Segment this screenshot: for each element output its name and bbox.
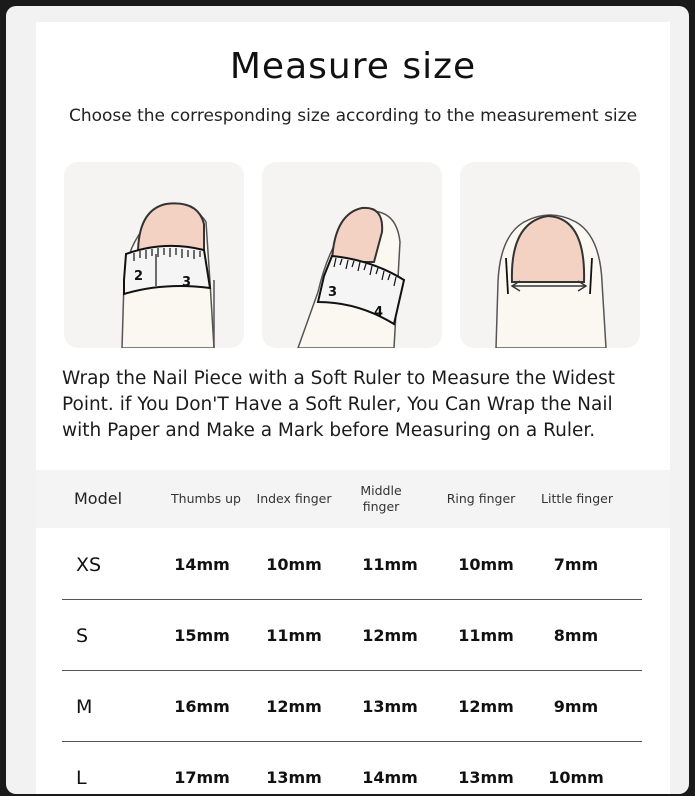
cell-index-finger: 13mm — [266, 768, 322, 787]
cell-index-finger: 10mm — [266, 555, 322, 574]
header-thumbs-up: Thumbs up — [171, 491, 241, 506]
cell-little-finger: 9mm — [553, 697, 599, 716]
cell-ring-finger: 10mm — [458, 555, 514, 574]
row-model: L — [76, 766, 87, 789]
header-model: Model — [74, 489, 123, 508]
page-subtitle: Choose the corresponding size according to the measurement size — [68, 106, 638, 126]
row-model: S — [76, 624, 89, 647]
table-row — [36, 671, 670, 742]
finger-ruler-illustration — [262, 162, 442, 348]
ruler-mark-4: 4 — [374, 305, 384, 320]
measurement-instruction: Wrap the Nail Piece with a Soft Ruler to Measure the Widest Point. if You Don'T Have a Soft Ruler, You Can Wrap the Nail with Paper and Make a Mark before Measuring on a Ruler. — [62, 368, 616, 441]
page-frame — [6, 6, 689, 794]
row-model: M — [76, 695, 93, 718]
cell-middle-finger: 14mm — [362, 768, 418, 787]
cell-middle-finger: 13mm — [362, 697, 418, 716]
size-table-header — [36, 470, 670, 528]
nail-width-illustration — [460, 162, 640, 348]
cell-little-finger: 8mm — [553, 626, 599, 645]
ruler-mark-3b: 3 — [328, 285, 338, 300]
table-row — [36, 529, 670, 600]
finger-ruler-icon — [262, 162, 442, 348]
page-title: Measure size — [229, 46, 477, 87]
cell-ring-finger: 13mm — [458, 768, 514, 787]
cell-ring-finger: 12mm — [458, 697, 514, 716]
ruler-mark-2: 2 — [134, 269, 144, 284]
cell-little-finger: 7mm — [553, 555, 599, 574]
cell-little-finger: 10mm — [548, 768, 604, 787]
table-row — [36, 742, 670, 794]
ruler-mark-3: 3 — [182, 275, 192, 290]
thumb-ruler-illustration — [64, 162, 244, 348]
cell-index-finger: 11mm — [266, 626, 322, 645]
header-little-finger: Little finger — [541, 491, 613, 506]
thumb-ruler-icon — [64, 162, 244, 348]
header-ring-finger: Ring finger — [446, 491, 516, 506]
table-row — [36, 600, 670, 671]
size-guide-card — [36, 22, 670, 794]
cell-ring-finger: 11mm — [458, 626, 514, 645]
nail-width-icon — [460, 162, 640, 348]
row-model: XS — [76, 553, 102, 576]
cell-thumbs-up: 14mm — [174, 555, 230, 574]
cell-middle-finger: 11mm — [362, 555, 418, 574]
cell-middle-finger: 12mm — [362, 626, 418, 645]
cell-thumbs-up: 15mm — [174, 626, 230, 645]
cell-index-finger: 12mm — [266, 697, 322, 716]
cell-thumbs-up: 16mm — [174, 697, 230, 716]
header-middle-finger: Middle finger — [360, 483, 402, 514]
cell-thumbs-up: 17mm — [174, 768, 230, 787]
header-index-finger: Index finger — [256, 491, 332, 506]
